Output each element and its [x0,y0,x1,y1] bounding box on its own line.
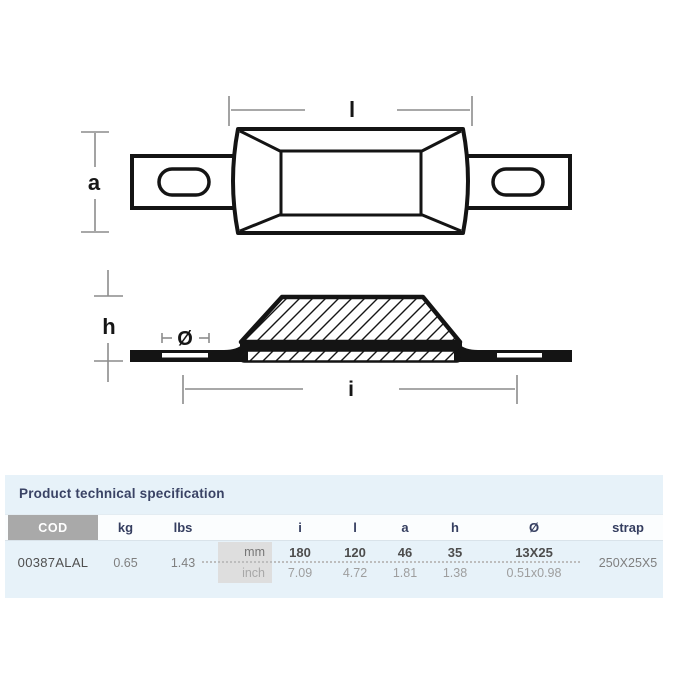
value-i-inch: 7.09 [287,566,313,580]
unit-inch-label: inch [242,566,265,580]
value-diameter-inch: 0.51x0.98 [506,566,562,580]
strap-right-side [454,341,572,362]
header-l: l [353,520,357,535]
header-cod: COD [8,515,98,540]
value-lbs: 1.43 [170,555,196,570]
value-strap: 250X25X5 [598,555,658,570]
header-a: a [401,520,409,535]
value-l-inch: 4.72 [342,566,368,580]
header-diameter: Ø [528,520,540,535]
slot-left [159,169,209,195]
dim-a-label: a [87,170,101,195]
header-h: h [451,520,459,535]
side-view [94,270,572,404]
value-cod: 00387ALAL [17,555,89,570]
header-lbs: lbs [173,520,193,535]
value-h-inch: 1.38 [442,566,468,580]
slot-right [493,169,543,195]
panel-title: Product technical specification [19,486,225,501]
value-kg: 0.65 [113,555,138,570]
header-kg: kg [117,520,134,535]
value-h-mm: 35 [447,544,463,560]
spec-panel [5,475,663,598]
value-l-mm: 120 [344,544,366,560]
unit-mm-label: mm [244,545,265,559]
slot-left-side [162,353,208,358]
header-strap: strap [612,520,644,535]
value-diameter-mm: 13X25 [515,544,553,560]
top-view [81,96,570,233]
dim-diameter-label: Ø [177,328,193,350]
value-a-inch: 1.81 [392,566,418,580]
anode-section-hatched [241,297,460,342]
header-i: i [298,520,302,535]
dim-h-label: h [102,314,116,339]
anode-top-face [281,151,421,215]
slot-right-side [497,353,542,358]
value-a-mm: 46 [397,544,413,560]
dim-i-label: i [348,378,354,401]
dim-l-label: l [348,97,356,122]
anode-underside-hatched [239,351,462,362]
value-i-mm: 180 [289,544,311,560]
table-header-row [5,514,663,541]
